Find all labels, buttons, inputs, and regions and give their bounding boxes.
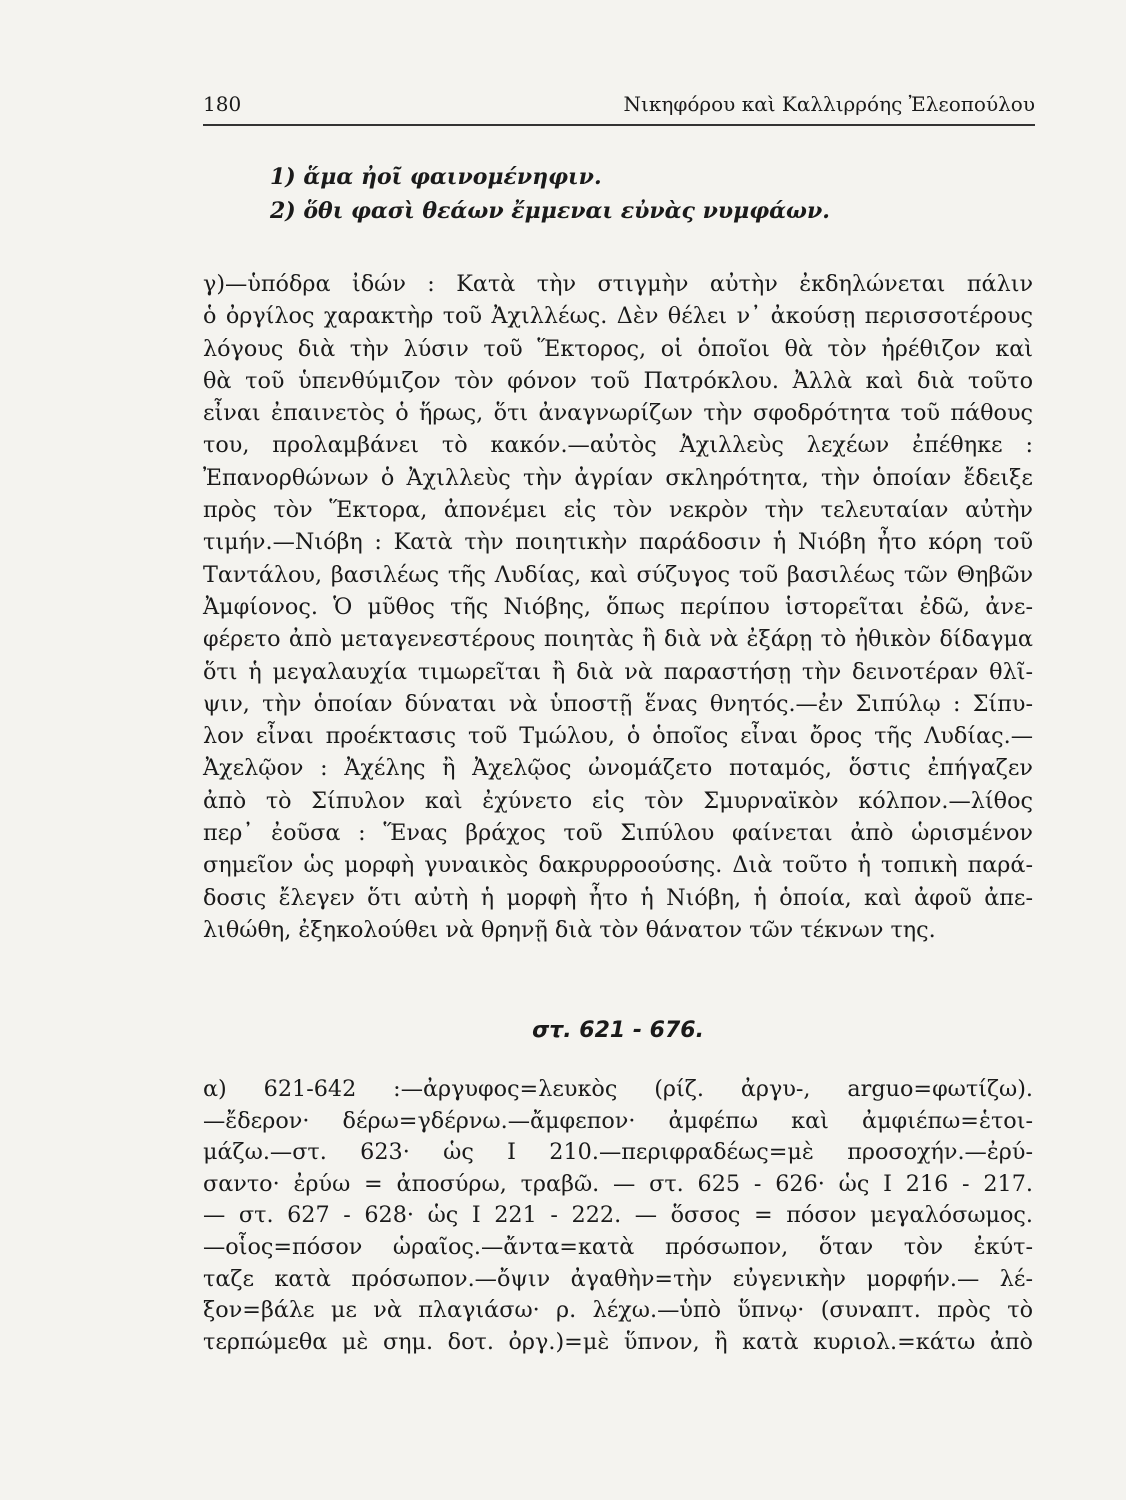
text-line: θὰ τοῦ ὑπενθύμιζον τὸν φόνον τοῦ Πατρόκλου. Ἀλλὰ καὶ διὰ τοῦτο [203,367,1033,394]
text-line: τιμήν.—Νιόβη : Κατὰ τὴν ποιητικὴν παράδοσιν ἡ Νιόβη ἦτο κόρη τοῦ [203,529,1033,556]
text-line: λόγους διὰ τὴν λύσιν τοῦ Ἕκτορος, οἱ ὁποῖοι θὰ τὸν ἠρέθιζον καὶ [203,335,1033,362]
text-line: ξον=βάλε με νὰ πλαγιάσω· ρ. λέχω.—ὑπὸ ὕπνῳ· (συναπτ. πρὸς τὸ [203,1297,1033,1324]
glossary-text [203,1074,1033,1358]
text-line: λον εἶναι προέκτασις τοῦ Τμώλου, ὁ ὁποῖος εἶναι ὄρος τῆς Λυδίας.— [203,723,1033,750]
text-line: περ᾽ ἐοῦσα : Ἕνας βράχος τοῦ Σιπύλου φαίνεται ἀπὸ ὡρισμένον [203,820,1033,847]
section-heading: στ. 621 - 676. [532,1018,704,1043]
text-line: Ἐπανορθώνων ὁ Ἀχιλλεὺς τὴν ἀγρίαν σκληρότητα, τὴν ὁποίαν ἔδειξε [203,464,1033,491]
text-line: μάζω.—στ. 623· ὡς Ι 210.—περιφραδέως=μὲ προσοχήν.—ἐρύ- [203,1139,1033,1166]
page-number: 180 [203,92,242,116]
text-line: Ἀμφίονος. Ὁ μῦθος τῆς Νιόβης, ὅπως περίπου ἱστορεῖται ἐδῶ, ἀνε- [203,593,1033,620]
quoted-verses [270,160,970,228]
text-line: σαντο· ἐρύω = ἀποσύρω, τραβῶ. — στ. 625 - 626· ὡς Ι 216 - 217. [203,1170,1033,1197]
text-line: —ἔδερον· δέρω=γδέρνω.—ἄμφεπον· ἀμφέπω καὶ ἀμφιέπω=ἑτοι- [203,1107,1033,1134]
text-line: γ)—ὑπόδρα ἰδών : Κατὰ τὴν στιγμὴν αὐτὴν ἐκδηλώνεται πάλιν [203,271,1033,297]
text-line: ὁ ὀργίλος χαρακτὴρ τοῦ Ἀχιλλέως. Δὲν θέλει ν᾽ ἀκούσῃ περισσοτέρους [203,303,1033,330]
text-line: του, προλαμβάνει τὸ κακόν.—αὐτὸς Ἀχιλλεὺς λεχέων ἐπέθηκε : [203,432,1033,459]
verse-line: 2) ὅθι φασὶ θεάων ἔμμεναι εὐνὰς νυμφάων. [270,198,830,224]
text-line: ψιν, τὴν ὁποίαν δύναται νὰ ὑποστῇ ἕνας θνητός.—ἐν Σιπύλῳ : Σίπυ- [203,690,1033,717]
commentary-text [203,268,1033,946]
text-line: εἶναι ἐπαινετὸς ὁ ἥρως, ὅτι ἀναγνωρίζων τὴν σφοδρότητα τοῦ πάθους [203,400,1033,427]
text-line: Ἀχελῷον : Ἀχέλης ἢ Ἀχελῷος ὠνομάζετο ποταμός, ὅστις ἐπήγαζεν [203,755,1033,782]
text-line: σημεῖον ὡς μορφὴ γυναικὸς δακρυρροούσης. Διὰ τοῦτο ἡ τοπικὴ παρά- [203,852,1033,879]
text-line: —οἷος=πόσον ὡραῖος.—ἄντα=κατὰ πρόσωπον, ὅταν τὸν ἐκύτ- [203,1233,1033,1260]
verse-line: 1) ἅμα ἠοῖ φαινομένηφιν. [270,164,602,190]
running-title: Νικηφόρου καὶ Καλλιρρόης Ἐλεοπούλου [623,92,1035,116]
text-line: — στ. 627 - 628· ὡς Ι 221 - 222. — ὅσσος = πόσον μεγαλόσωμος. [203,1202,1033,1229]
text-line: τερπώμεθα μὲ σημ. δοτ. ὀργ.)=μὲ ὕπνον, ἢ κατὰ κυριολ.=κάτω ἀπὸ [203,1328,1033,1355]
text-line: ταζε κατὰ πρόσωπον.—ὄψιν ἀγαθὴν=τὴν εὐγενικὴν μορφήν.— λέ- [203,1265,1033,1292]
text-line: φέρετο ἀπὸ μεταγενεστέρους ποιητὰς ἢ διὰ νὰ ἐξάρῃ τὸ ἠθικὸν δίδαγμα [203,626,1033,653]
text-line: δοσις ἔλεγεν ὅτι αὐτὴ ἡ μορφὴ ἦτο ἡ Νιόβη, ἡ ὁποία, καὶ ἀφοῦ ἀπε- [203,884,1033,911]
text-line: Ταντάλου, βασιλέως τῆς Λυδίας, καὶ σύζυγος τοῦ βασιλέως τῶν Θηβῶν [203,561,1033,588]
text-line: πρὸς τὸν Ἕκτορα, ἀπονέμει εἰς τὸν νεκρὸν τὴν τελευταίαν αὐτὴν [203,497,1033,524]
text-line: λιθώθη, ἐξηκολούθει νὰ θρηνῇ διὰ τὸν θάνατον τῶν τέκνων της. [203,916,936,943]
text-line: ἀπὸ τὸ Σίπυλον καὶ ἐχύνετο εἰς τὸν Σμυρναϊκὸν κόλπον.—λίθος [203,787,1033,814]
text-line: α) 621-642 :—ἀργυφος=λευκὸς (ρίζ. ἀργυ-, arguo=φωτίζω). [203,1076,1033,1102]
text-line: ὅτι ἡ μεγαλαυχία τιμωρεῖται ἢ διὰ νὰ παραστήσῃ τὴν δεινοτέραν θλῖ- [203,658,1033,685]
page-header [203,88,1035,126]
